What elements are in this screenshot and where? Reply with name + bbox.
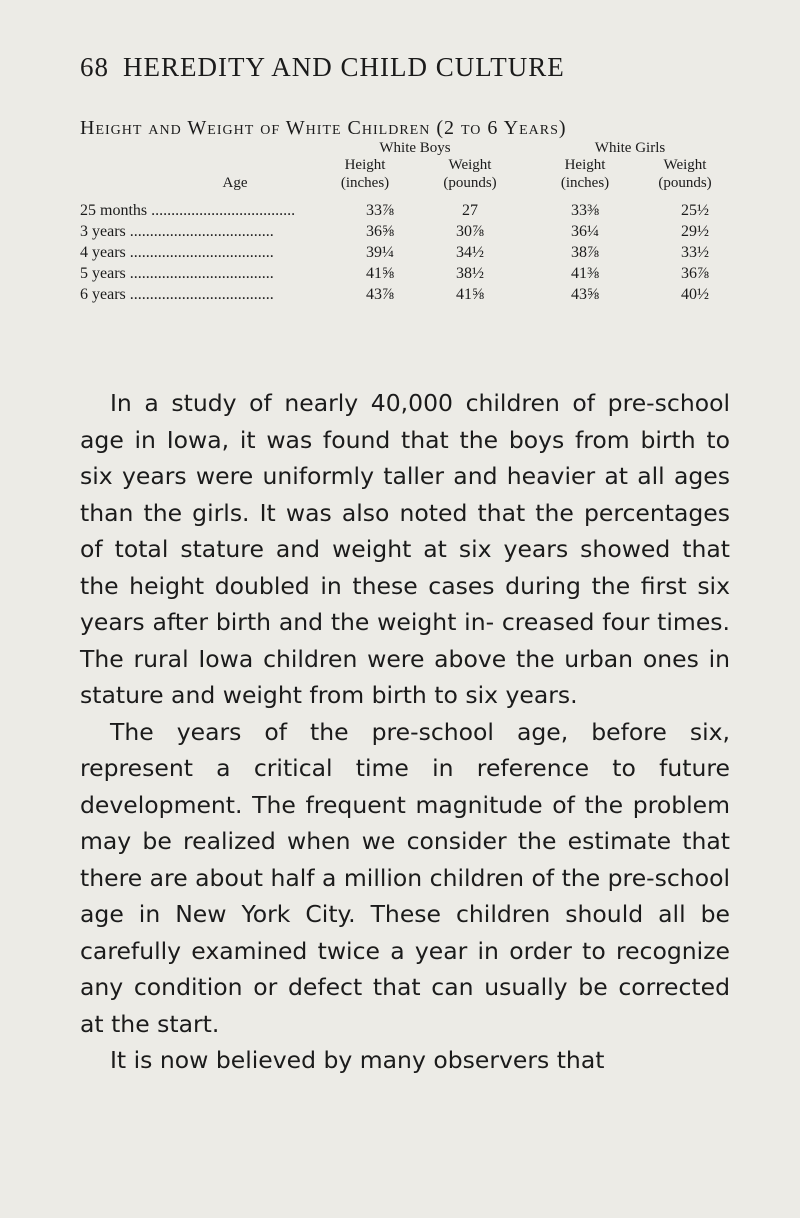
girls-height: 38⅞ [571,244,599,261]
col-header-label: Weight [448,157,492,173]
paragraph: It is now believed by many observers that [110,1046,605,1074]
running-head [80,52,565,83]
row-age: 4 years .................................... [80,244,274,261]
col-header-boys-weight [420,156,520,192]
girls-height: 41⅜ [571,265,599,282]
boys-height: 33⅞ [366,202,394,219]
col-header-label: Weight [663,157,707,173]
row-age: 25 months .................................... [80,202,296,219]
page-number: 68 [80,52,109,82]
table-row [80,286,740,306]
row-age: 3 years .................................... [80,223,274,240]
col-header-girls-weight [635,156,735,192]
boys-weight: 38½ [456,265,484,282]
girls-height: 43⅝ [571,286,599,303]
boys-height: 36⅝ [366,223,394,240]
table-title: Height and Weight of White Children (2 to 6 Years) [80,117,567,139]
table-row [80,244,740,264]
col-header-label: Height [344,157,386,173]
girls-weight: 29½ [681,223,709,240]
boys-height: 39¼ [366,244,394,261]
girls-weight: 33½ [681,244,709,261]
paragraph: The years of the pre-school age, before six, represent a critical time in reference to future development. The frequent magnitude of the problem may be realized when we consider the estimate that there are about half a million children of the pre-school age in New York City. These children should all be carefully examined twice a year in order to recognize any condition or defect that can usually be corrected at the start. [80,717,730,1038]
col-header-unit: (inches) [560,175,610,191]
book-title: HEREDITY AND CHILD CULTURE [123,52,565,82]
body-text [80,385,730,1079]
boys-weight: 34½ [456,244,484,261]
col-header-label: Height [564,157,606,173]
boys-height: 43⅞ [366,286,394,303]
group-header-girls: White Girls [594,140,666,156]
row-age: 6 years .................................... [80,286,274,303]
table-row [80,223,740,243]
boys-weight: 41⅝ [456,286,484,303]
col-header-boys-height [320,156,410,192]
boys-weight: 27 [462,202,478,219]
col-header-unit: (inches) [340,175,390,191]
girls-height: 33⅜ [571,202,599,219]
col-header-unit: (pounds) [658,175,712,191]
paragraph: In a study of nearly 40,000 children of pre-school age in Iowa, it was found that the boys from birth to six years were uniformly taller and heavier at all ages than the girls. It was also noted that the percentages of total stature and weight at six years showed that the height doubled in these cases during the first six years after birth and the weight in- creased four times. The rural Iowa children were above the urban ones in stature and weight from birth to six years. [80,389,730,709]
col-header-girls-height [540,156,630,192]
table-row [80,265,740,285]
row-age: 5 years .................................... [80,265,274,282]
boys-height: 41⅝ [366,265,394,282]
group-header-boys: White Boys [379,140,451,156]
girls-weight: 25½ [681,202,709,219]
table-row [80,202,740,222]
boys-weight: 30⅞ [456,223,484,240]
girls-height: 36¼ [571,223,599,240]
col-header-unit: (pounds) [443,175,497,191]
col-header-age: Age [222,175,248,191]
girls-weight: 40½ [681,286,709,303]
girls-weight: 36⅞ [681,265,709,282]
